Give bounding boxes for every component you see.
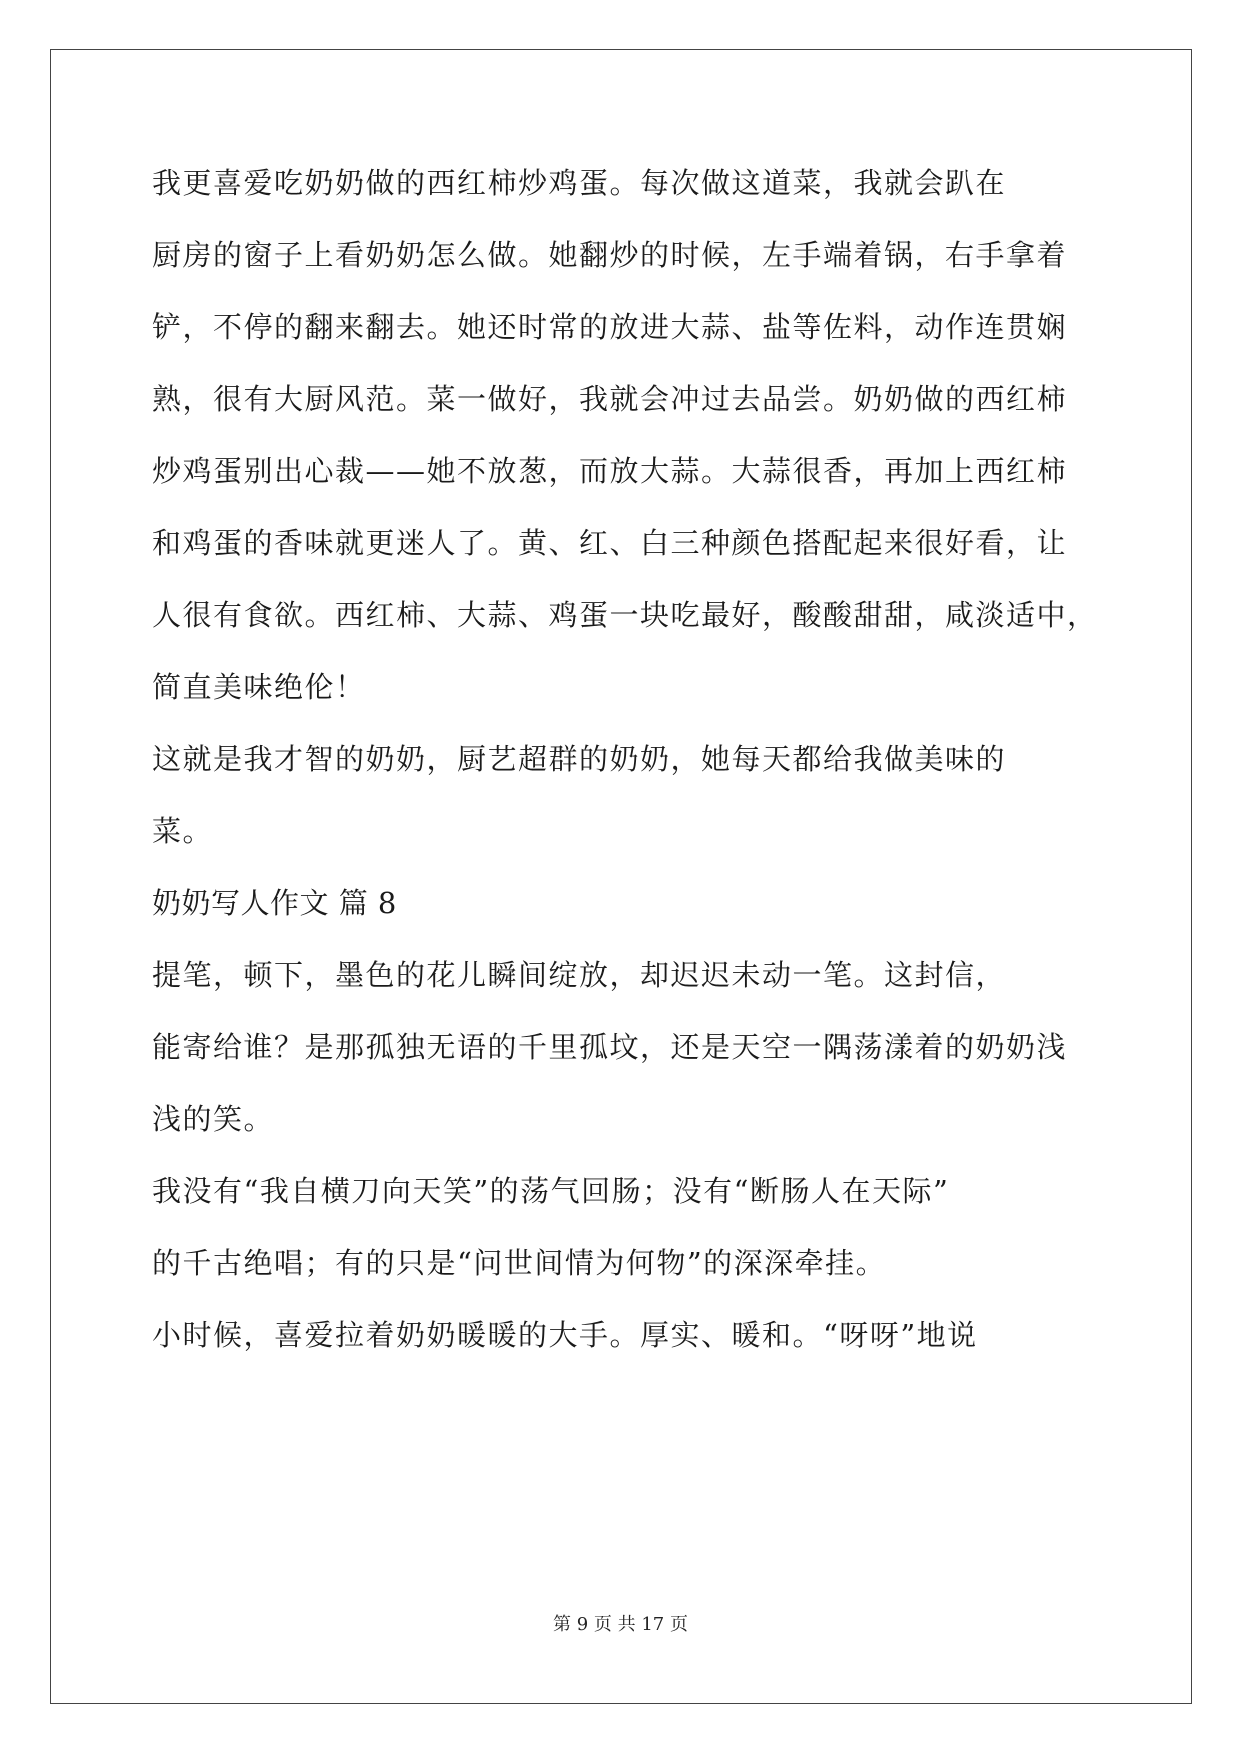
text-line: 简直美味绝伦！ [152, 670, 366, 704]
text-line: 我更喜爱吃奶奶做的西红柿炒鸡蛋。每次做这道菜，我就会趴在 [152, 166, 1007, 200]
text-line: 能寄给谁？是那孤独无语的千里孤坟，还是天空一隅荡漾着的奶奶浅 [152, 1030, 1068, 1064]
text-line: 浅的笑。 [152, 1102, 275, 1136]
text-line: 提笔，顿下，墨色的花儿瞬间绽放，却迟迟未动一笔。这封信， [152, 958, 1007, 992]
text-line: 和鸡蛋的香味就更迷人了。黄、红、白三种颜色搭配起来很好看，让 [152, 526, 1068, 560]
text-line: 熟，很有大厨风范。菜一做好，我就会冲过去品尝。奶奶做的西红柿 [152, 382, 1068, 416]
page-border [50, 49, 1192, 1704]
text-line: 铲，不停的翻来翻去。她还时常的放进大蒜、盐等佐料，动作连贯娴 [152, 310, 1068, 344]
text-line: 炒鸡蛋别出心裁——她不放葱，而放大蒜。大蒜很香，再加上西红柿 [152, 454, 1068, 488]
text-line: 厨房的窗子上看奶奶怎么做。她翻炒的时候，左手端着锅，右手拿着 [152, 238, 1068, 272]
text-line: 菜。 [152, 814, 214, 848]
text-line: 我没有“我自横刀向天笑”的荡气回肠；没有“断肠人在天际” [152, 1174, 950, 1208]
text-line: 小时候，喜爱拉着奶奶暖暖的大手。厚实、暖和。“呀呀”地说 [152, 1318, 978, 1352]
text-line: 的千古绝唱；有的只是“问世间情为何物”的深深牵挂。 [152, 1246, 887, 1280]
text-line: 这就是我才智的奶奶，厨艺超群的奶奶，她每天都给我做美味的 [152, 742, 1007, 776]
page-number-footer: 第 9 页 共 17 页 [553, 1614, 688, 1635]
section-heading: 奶奶写人作文 篇 8 [152, 886, 397, 920]
text-line: 人很有食欲。西红柿、大蒜、鸡蛋一块吃最好，酸酸甜甜，咸淡适中， [152, 598, 1098, 632]
